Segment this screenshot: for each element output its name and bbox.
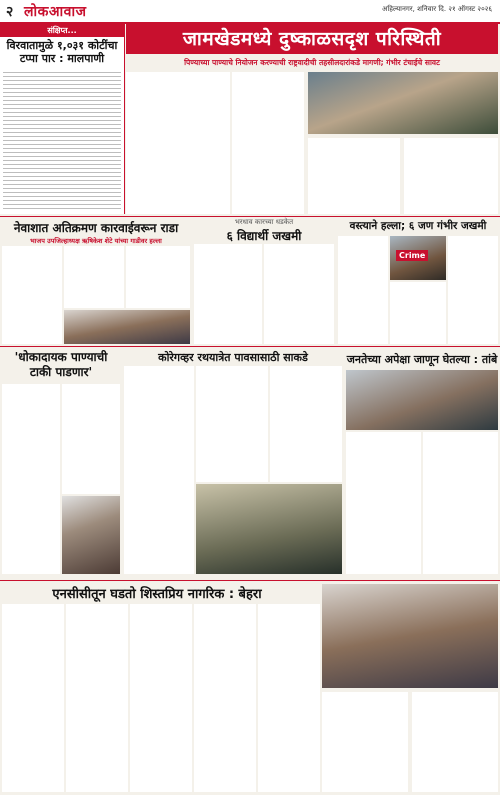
story6-body-col1 [124,366,194,574]
story6-body-col2 [196,366,268,482]
story2-headline: नेवाशात अतिक्रमण कारवाईवरून राडा [13,221,179,235]
crime-badge: Crime [396,250,428,261]
story2-photo [64,310,190,344]
story3-kicker: भरधाव कारच्या धडकेत [234,218,294,226]
story7-body-col2 [423,432,498,574]
story8-body-col6 [322,692,408,792]
story6-body-col3 [270,366,342,482]
story2-body-col1 [2,246,62,344]
lead-banner [126,24,498,54]
story5-photo [62,496,120,574]
story2-body-col3 [126,246,190,308]
story7-headline: जनतेच्या अपेक्षा जाणून घेतल्या : तांबे [346,353,498,366]
story8-body-col1 [2,604,64,792]
story3-headline: ६ विद्यार्थी जखमी [226,229,302,243]
story8-body-col2 [66,604,128,792]
story5-body-col2 [62,384,120,494]
brief-title: विरवातामुळे १,०३१ कोटींचा टप्पा पार : मालपाणी [6,39,118,65]
lead-body-col4 [404,138,498,214]
newspaper-logo: लोकआवाज [24,4,87,20]
story6-headline: कोरेगव्हर रथयात्रेत पावसासाठी साकडे [158,351,308,364]
story2-subhead: भाजप उपजिल्हाध्यक्ष ऋषिकेश शेटे यांच्या गाडीवर हल्ला [30,237,162,245]
story3-body-col1 [194,244,262,344]
story5-body-col1 [2,384,60,574]
lead-photo [308,72,498,134]
lead-headline: जामखेडमध्ये दुष्काळसदृश परिस्थिती [182,28,442,50]
story7-body-col1 [346,432,421,574]
story4-photo [390,236,446,280]
story8-body-col3 [130,604,192,792]
lead-body-col1 [126,72,230,214]
brief-body [3,69,121,209]
story8-body-col5 [258,604,320,792]
brief-tag: संक्षिप्त... [0,24,124,37]
section-divider [0,216,500,217]
lead-body-col2 [232,72,304,214]
story5-headline: 'धोकादायक पाण्याची टाकी पाडणार' [14,350,108,379]
section-divider-3 [0,580,500,581]
story8-headline: एनसीसीतून घडतो शिस्तप्रिय नागरिक : बेहरा [52,587,262,602]
lead-subhead: पिण्याच्या पाण्याचे नियोजन करण्याची राष्ट्रवादीची तहसीलदारांकडे मागणी; गंभीर टंचाईचे सावट [184,58,440,67]
masthead [0,0,500,24]
lead-body-col3 [308,138,400,214]
edition-date: अहिल्यानगर, शनिवार दि. २१ ऑगस्ट २०२६ [382,5,492,13]
story6-photo [196,484,342,574]
story8-body-col4 [194,604,256,792]
story2-body-col2 [64,246,124,308]
story4-body-col2 [390,282,446,344]
section-divider-2 [0,346,500,347]
story4-body-col3 [448,236,498,344]
brief-column [0,24,125,214]
story7-photo [346,370,498,430]
story3-body-col2 [264,244,334,344]
story4-body-col1 [338,236,388,344]
story8-photo [322,584,498,688]
story8-body-col7 [412,692,498,792]
page-number: २ [6,4,14,20]
story4-headline: वस्त्याने हल्ला; ६ जण गंभीर जखमी [349,220,487,232]
